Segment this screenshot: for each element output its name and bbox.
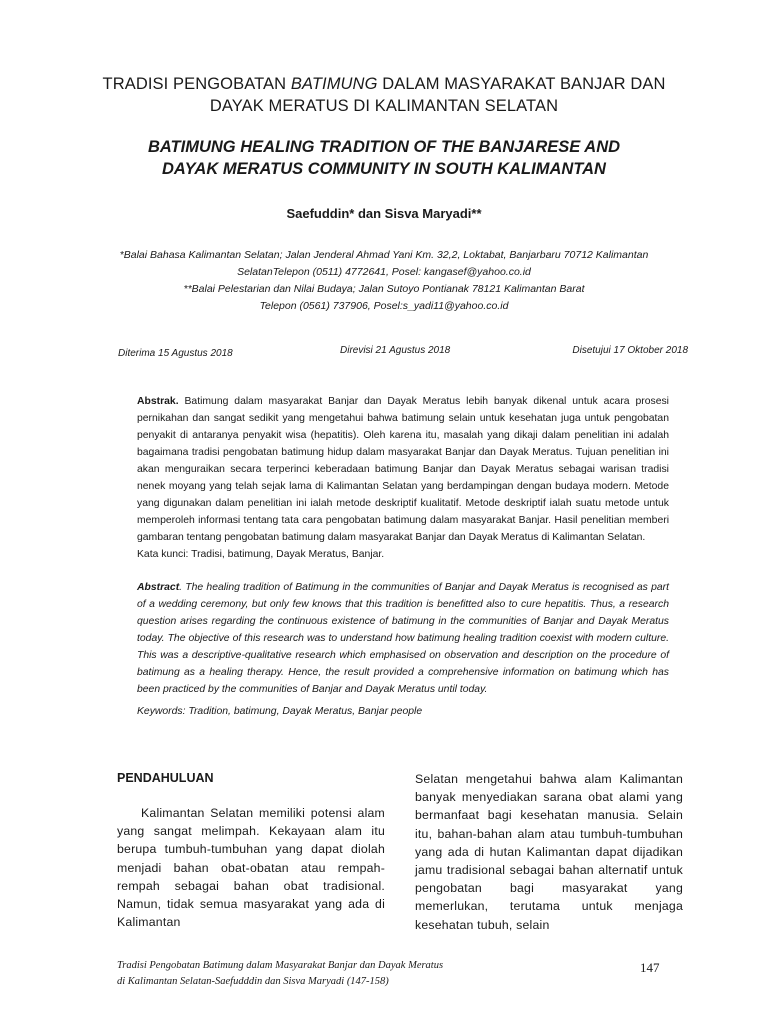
affiliation-line: Telepon (0561) 737906, Posel:s_yadi11@yahoo.co.id <box>259 300 509 312</box>
abstract-english <box>137 579 669 698</box>
footer-line: Tradisi Pengobatan Batimung dalam Masyarakat Banjar dan Dayak Meratus <box>117 960 444 971</box>
paper-title-indonesian <box>0 73 768 117</box>
abstract-id-text: Batimung dalam masyarakat Banjar dan Dayak Meratus lebih banyak dikenal untuk acara prosesi pernikahan dan sangat sedikit yang mengetahui bahwa batimung selain untuk kesehatan juga untuk pengobatan penyakit di antaranya penyakit wisa (hepatitis). Oleh karena itu, masalah yang dikaji dalam penelitian ini adalah bagaimana tradisi pengobatan batimung hidup dalam masyarakat Banjar dan Dayak Meratus. Tujuan penelitian ini akan menguraikan secara terperinci keberadaan batimung Banjar dan Dayak Meratus sebagai warisan tradisi nenek moyang yang telah sejak lama di Kalimantan Selatan yang berdampingan dengan budaya modern. Metode yang digunakan dalam penelitian ini ialah metode deskriptif kualitatif. Metode deskriptif ialah suatu metode untuk memperoleh informasi tentang tata cara pengobatan batimung dalam masyarakat Banjar. Hasil penelitian memberi gambaran tentang pengobatan batimung dalam masyarakat Banjar dan Dayak Meratus di Kalimantan Selatan. <box>137 396 669 543</box>
title-id-line2: DAYAK MERATUS DI KALIMANTAN SELATAN <box>209 97 559 115</box>
running-footer <box>117 958 443 990</box>
keywords-indonesian: Kata kunci: Tradisi, batimung, Dayak Meratus, Banjar. <box>137 549 385 560</box>
body-paragraph: Selatan mengetahui bahwa alam Kalimantan banyak menyediakan sarana obat alami yang bermanfaat bagi kesehatan manusia. Selain itu, bahan-bahan alam atau tumbuh-tumbuhan yang ada di hutan Kalimantan dapat dijadikan jamu tradisional sebagai bahan alternatif untuk pengobatan bagi masyarakat yang memerlukan, terutama untuk menjaga kesehatan tubuh, selain <box>415 772 683 932</box>
affiliation-line: **Balai Pelestarian dan Nilai Budaya; Jalan Sutoyo Pontianak 78121 Kalimantan Barat <box>183 283 585 295</box>
title-en-line1: BATIMUNG HEALING TRADITION OF THE BANJARESE AND <box>147 138 621 156</box>
affiliation-line: SelatanTelepon (0511) 4772641, Posel: kangasef@yahoo.co.id <box>237 266 531 278</box>
date-revised: Direvisi 21 Agustus 2018 <box>340 345 451 356</box>
abstract-indonesian <box>137 393 669 546</box>
affiliation-line: *Balai Bahasa Kalimantan Selatan; Jalan Jenderal Ahmad Yani Km. 32,2, Loktabat, Banjarbaru 70712 Kalimantan <box>119 249 649 261</box>
date-approved: Disetujui 17 Oktober 2018 <box>572 345 688 356</box>
abstract-id-label: Abstrak. <box>137 396 179 407</box>
keywords-english: Keywords: Tradition, batimung, Dayak Meratus, Banjar people <box>137 706 423 717</box>
title-id-line1: TRADISI PENGOBATAN BATIMUNG DALAM MASYARAKAT BANJAR DAN <box>102 75 666 93</box>
affiliations <box>0 247 768 315</box>
paper-title-english <box>0 136 768 180</box>
footer-line: di Kalimantan Selatan-Saefudddin dan Sisva Maryadi (147-158) <box>117 976 389 987</box>
abstract-en-label: Abstract <box>137 582 180 593</box>
title-en-line2: DAYAK MERATUS COMMUNITY IN SOUTH KALIMANTAN <box>162 160 606 178</box>
author-names: Saefuddin* dan Sisva Maryadi** <box>286 206 482 221</box>
section-heading: PENDAHULUAN <box>117 771 214 785</box>
body-paragraph: Kalimantan Selatan memiliki potensi alam yang sangat melimpah. Kekayaan alam itu berupa tumbuh-tumbuhan yang dapat diolah menjadi bahan obat-obatan atau rempah-rempah sebagai bahan obat tradisional. Namun, tidak semua masyarakat yang ada di Kalimantan <box>117 806 385 930</box>
abstract-en-text: . The healing tradition of Batimung in the communities of Banjar and Dayak Meratus is recognised as part of a wedding ceremony, but only few knows that this tradition is benefitted also to cure hepatitis. Thus, a research question arises regarding the continuous existence of batimung in the communities of Banjar and Dayak Meratus today. The objective of this research was to understand how batimung healing tradition coexist with modern culture. This was a descriptive-qualitative research which emphasised on observation and description on the procedure of batimung as a healing therapy. Hence, the result provided a comprehensive information on batimung which has been practiced by the communities of Banjar and Dayak Meratus until today. <box>137 582 669 695</box>
body-column-left <box>117 804 385 931</box>
date-received: Diterima 15 Agustus 2018 <box>118 348 233 359</box>
body-column-right <box>415 770 683 934</box>
page-number: 147 <box>640 960 660 975</box>
